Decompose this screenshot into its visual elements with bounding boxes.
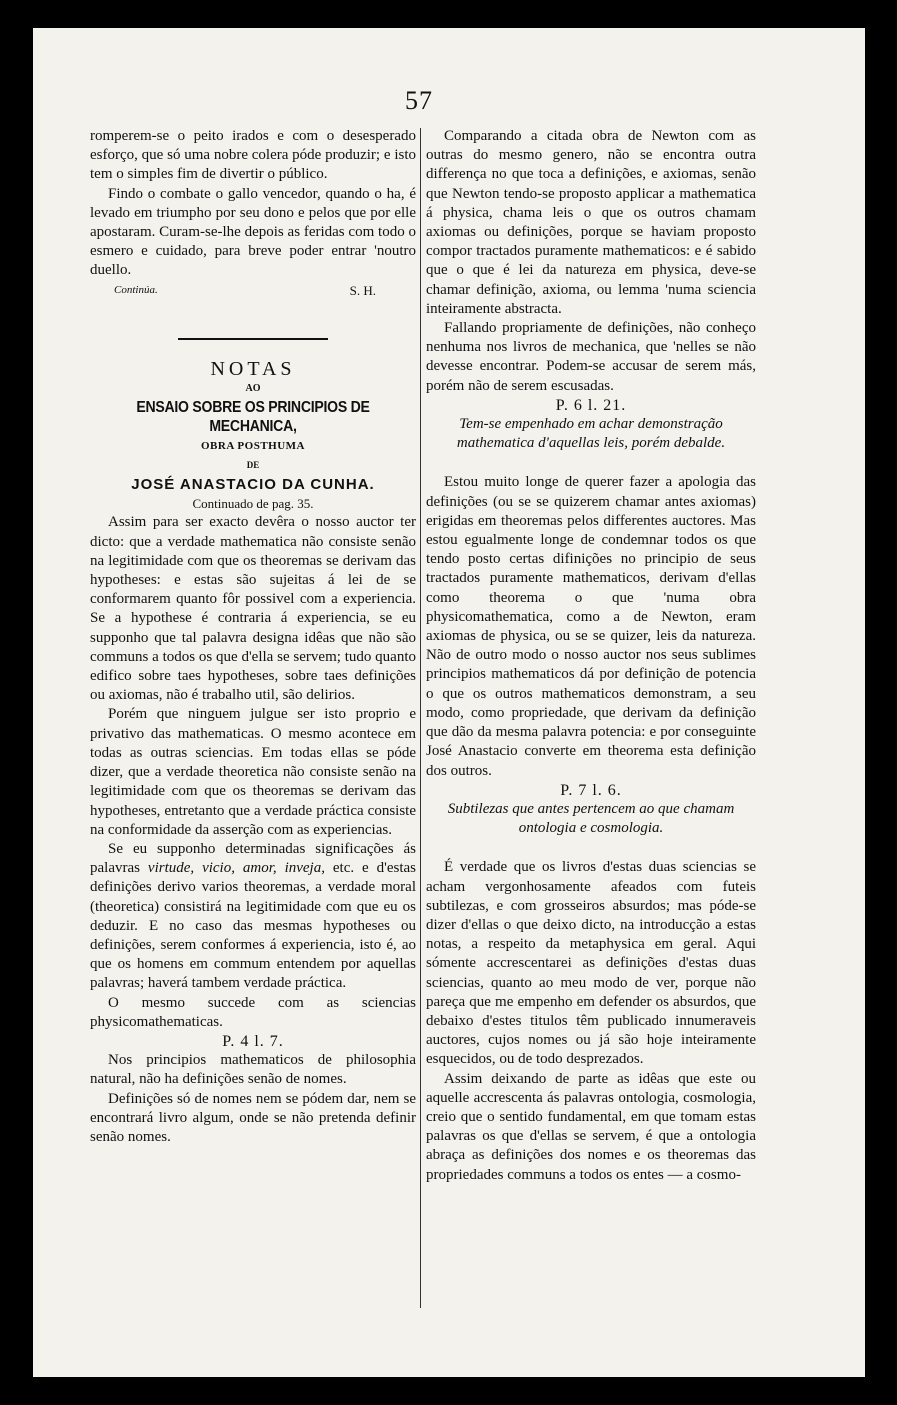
paragraph: Assim deixando de parte as idêas que este ou aquelle accrescenta ás palavras ontologia, cosmologia, creio que o sentido fundamental, em que tomam estas palavras os que d'ellas se servem, é que a ontologia abraça as definições dos nomes e os theoremas das propriedades communs a todos os entes — a cosmo- (426, 1070, 756, 1183)
italic-run: virtude, vicio, amor, inveja, (147, 860, 325, 877)
quoted-passage: Subtilezas que antes pertencem ao que chamam ontologia e cosmologia. (447, 800, 735, 837)
continua-label: Continúa. (114, 283, 158, 296)
paragraph: É verdade que os livros d'estas duas sciencias se acham vergonhosamente afeados com futeis subtilezas, e com grosseiros absurdos; mas póde-se dizer d'ellas o que deixo dicto, na introducção a estas notas, a respeito da metaphysica em geral. Aqui sómente accrescentarei as definições d'estas duas sciencias, quanto ao meu modo de ver, porque não pareça que me empenho em defender os absurdos, que debaixo d'estes titulos têm publicado innumeraveis auctores, cujos nomes ou já são hoje inteiramente esquecidos, ou de todo desprezados. (426, 859, 756, 1068)
paragraph: Porém que ninguem julgue ser isto proprio e privativo das mathematicas. O mesmo acontece em todas as outras sciencias. Em todas ellas se póde dizer, que a verdade theoretica não consiste senão na legitimidade com que os theoremas se derivam das hypotheses, entretanto que a verdade práctica consiste na conformidade da asserção com as experiencias. (90, 706, 416, 838)
paragraph: O mesmo succede com as sciencias physicomathematicas. (90, 994, 416, 1030)
paragraph (90, 840, 416, 994)
notas-title: NOTAS (210, 357, 296, 380)
author-name: JOSÉ ANASTACIO DA CUNHA. (131, 476, 375, 494)
page (33, 28, 865, 1377)
page-number: 57 (405, 86, 433, 115)
de-label: DE (246, 459, 260, 470)
paragraph: Definições só de nomes nem se pódem dar, nem se encontrará livro algum, onde se não pretenda definir senão nomes. (90, 1090, 416, 1145)
paragraph: Fallando propriamente de definições, não conheço nenhuma nos livros de mechanica, que 'nelles se não devesse encontrar. Podem-se accusar de serem más, porém não de serem escusadas. (426, 320, 756, 394)
continued-paragraph: romperem-se o peito irados e com o desesperado esforço, que só uma nobre colera póde produzir; e isto tem o simples fim de divertir o público. (90, 128, 416, 183)
ao-label: AO (245, 383, 261, 395)
text-run: Se eu supponho determinadas significações ás palavras (90, 840, 416, 877)
signature-line (90, 281, 416, 300)
paragraph: Assim para ser exacto devêra o nosso auctor ter dicto: que a verdade mathematica não consiste senão na legitimidade com que os theoremas se derivam das hypotheses: e estas são sujeitas á lei de se conformarem quanto fôr possivel com a experiencia. Se a hypothese é contraria á experiencia, se eu supponho que tal palavra designa idêas que não são communs a todos os que d'ella se servem; tudo quanto edifico sobre taes hypotheses, sobre taes definições ou axiomas, não é trabalho util, são delirios. (90, 514, 416, 704)
paragraph: Estou muito longe de querer fazer a apologia das definições (ou se se quizerem chamar antes axiomas) erigidas em theoremas pelos differentes auctores. Mas estou egualmente longe de condemnar todos os que tendo posto certas difinições no principio de seus tractados puramente mathematicos, derivam d'ellas como theorema o que 'numa obra physicomathematica, como a de Newton, eram axiomas de physica, ou se se quizer, leis da natureza. Não de outro modo o nosso auctor nos seus sublimes principios mathematicos dá por definição de potencia o que os outros mathematicos demonstram, a seu modo, como propriedade, que derivam da definição que dão da mesma palavra potencia: e por conseguinte José Anastacio converte em theorema esta definição dos outros. (426, 474, 756, 779)
page-reference: P. 4 l. 7. (222, 1032, 284, 1050)
page-reference: P. 6 l. 21. (555, 396, 627, 414)
signature: S. H. (349, 282, 376, 298)
obra-label: OBRA POSTHUMA (201, 439, 305, 452)
essay-title: ENSAIO SOBRE OS PRINCIPIOS DE MECHANICA, (136, 399, 370, 436)
continuation-note: Continuado de pag. 35. (192, 496, 314, 512)
paragraph: Comparando a citada obra de Newton com as outras do mesmo genero, não se encontra outra differença no que toca a definições, e axiomas, senão que Newton tendo-se proposto applicar a mathematica á physica, chama leis o que os outros chamam axiomas ou definições, porque se haviam proposto compor tractados puramente mathematicos: e é sabido que o que é lei da natureza em physica, deve-se chamar definição, axioma, ou lemma 'numa sciencia inteiramente abstracta. (426, 128, 756, 317)
text-run: etc. e d'estas definições derivo varios theoremas, a verdade moral (theoretica) consistirá na legitimidade com que eu os deduzir. E no caso das mesmas hypotheses ou definições, serem conformes á experiencia, isto é, ao que os homens em commum entendem por aquellas palavras; haverá tambem verdade práctica. (90, 860, 416, 992)
page-reference: P. 7 l. 6. (560, 781, 622, 799)
quoted-passage: Tem-se empenhado em achar demonstração mathematica d'aquellas leis, porém debalde. (456, 416, 726, 452)
section-rule (178, 338, 328, 340)
paragraph: Nos principios mathematicos de philosophia natural, não ha definições senão de nomes. (90, 1052, 416, 1088)
right-column (426, 127, 756, 1185)
spacer (426, 838, 756, 858)
column-divider (420, 128, 421, 1308)
spacer (426, 453, 756, 473)
paragraph: Findo o combate o gallo vencedor, quando o ha, é levado em triumpho por seu dono e pelos que por elle apostaram. Curam-se-lhe depois as feridas com todo o esmero e cuidado, para breve poder entrar 'noutro duello. (90, 185, 416, 279)
left-column (90, 127, 416, 1147)
